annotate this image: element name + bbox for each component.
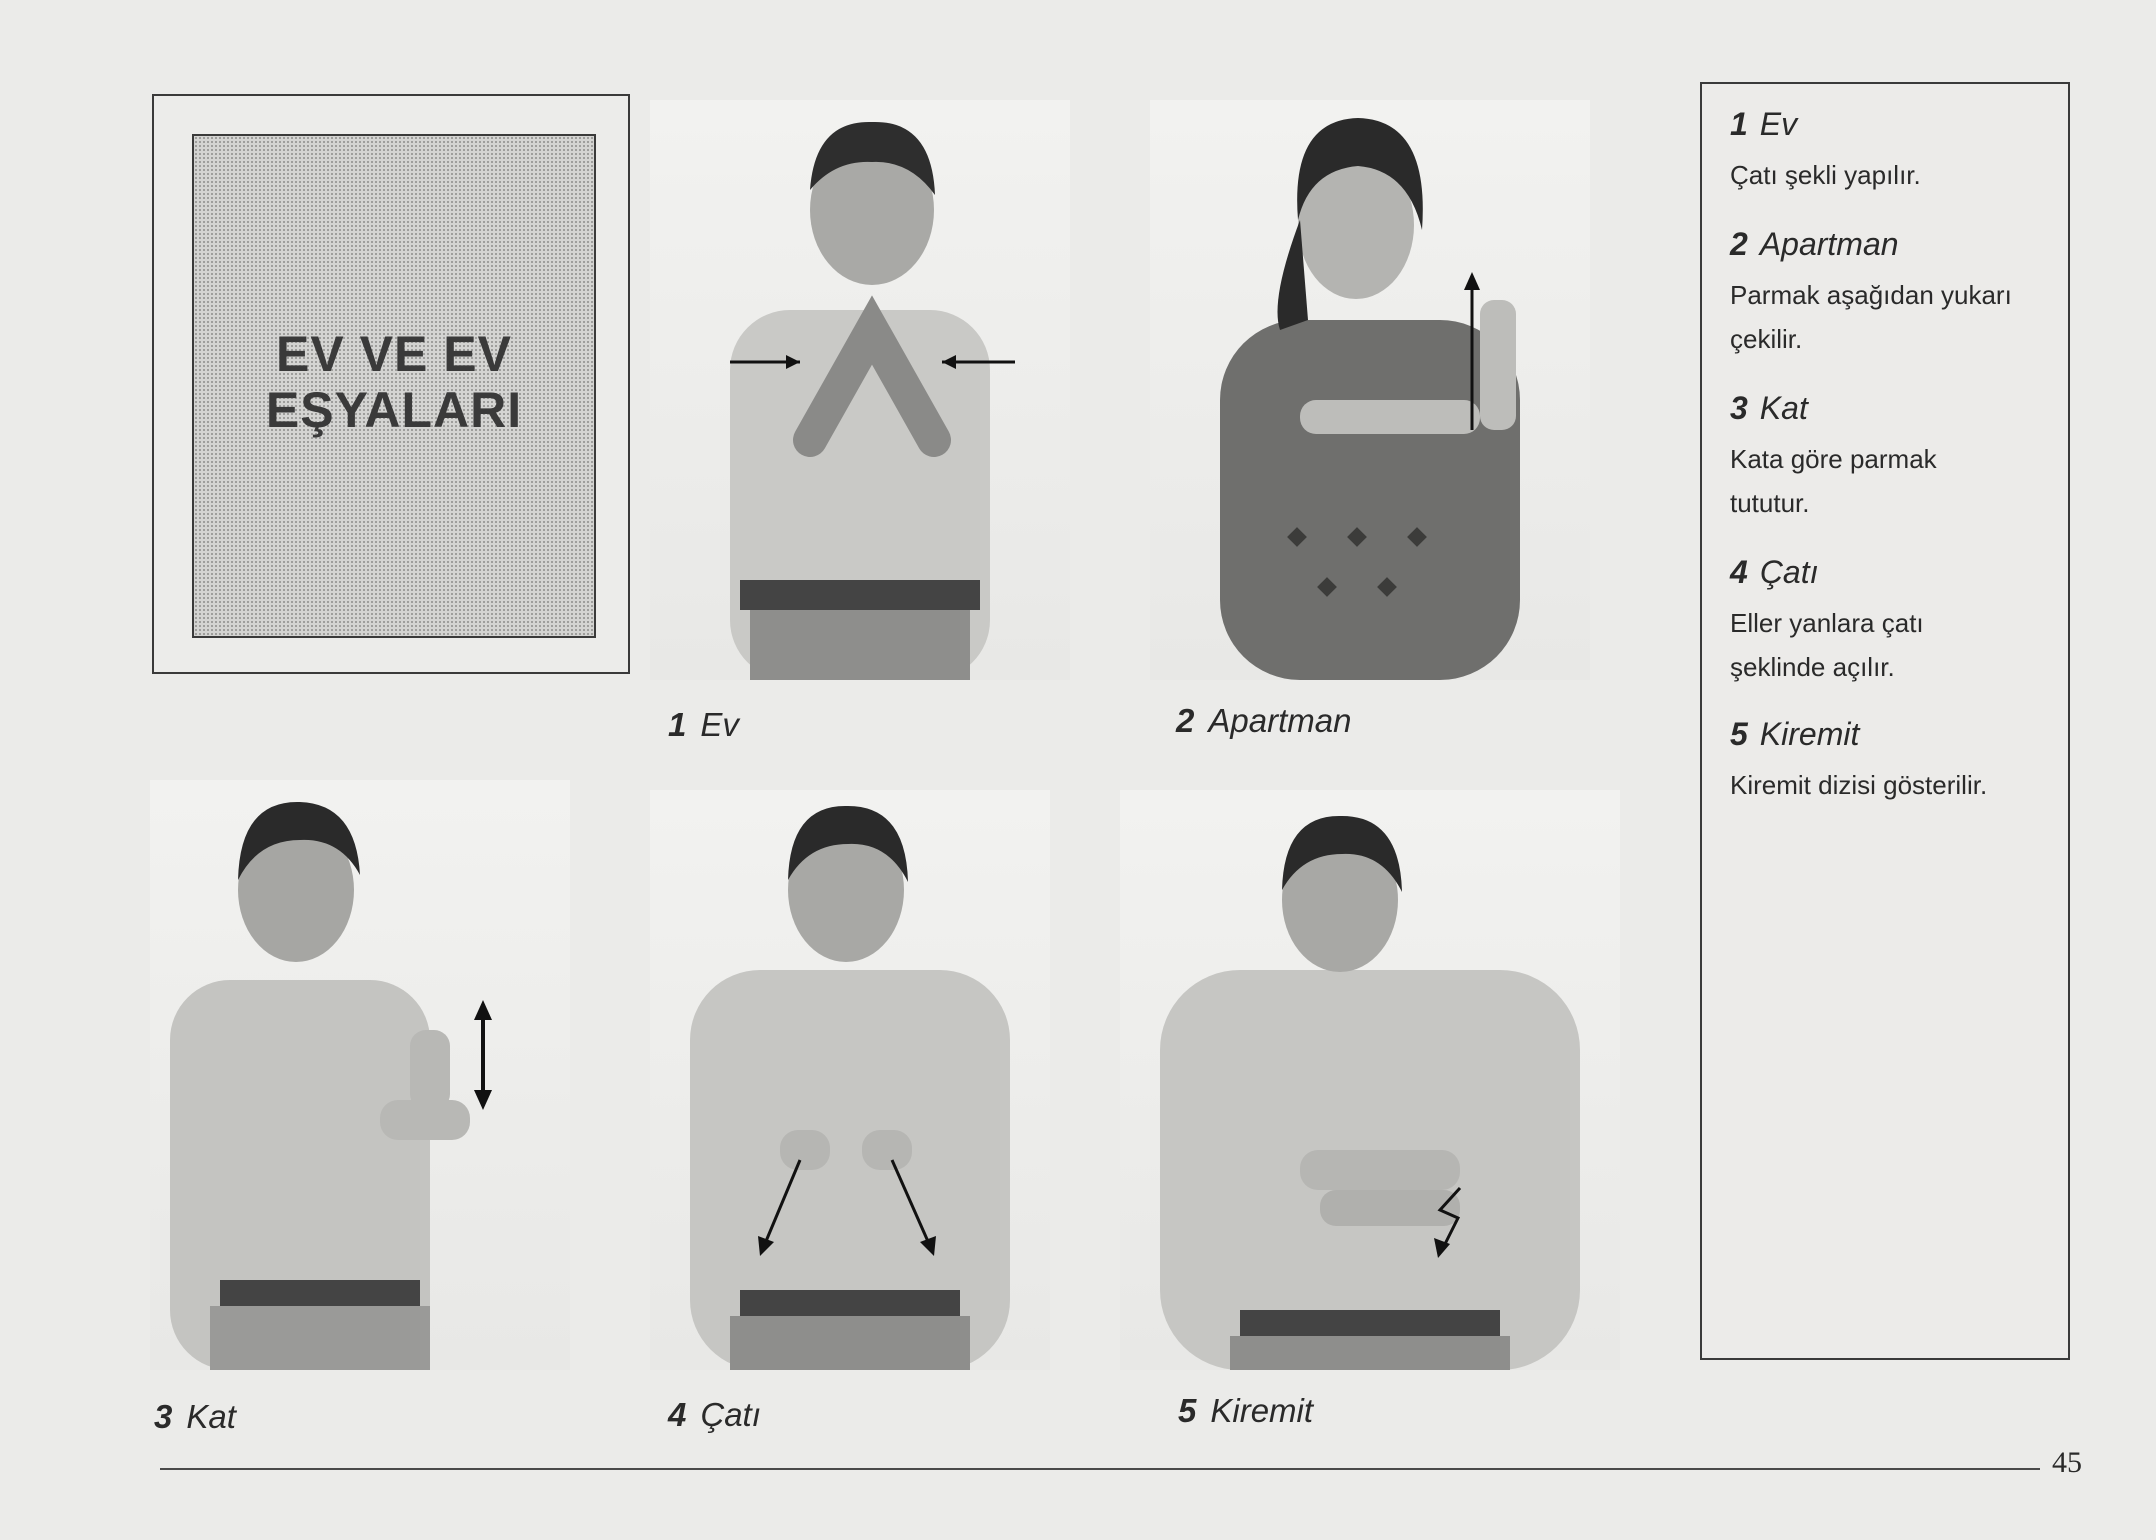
legend-item-title: 4 Çatı — [1730, 554, 1819, 590]
caption-number: 3 — [154, 1398, 173, 1435]
title-frame — [152, 94, 630, 674]
legend-item-description: Çatı şekli yapılır. — [1730, 160, 1921, 190]
footer-rule — [160, 1468, 2040, 1470]
person-illustration — [150, 780, 570, 1370]
photo-ev — [650, 100, 1070, 680]
person-illustration — [650, 790, 1050, 1370]
legend-item-apartman — [1730, 226, 2056, 361]
legend-item-description: Kiremit dizisi gösterilir. — [1730, 770, 1988, 800]
photo-cati — [650, 790, 1050, 1370]
legend-item-title: 2 Apartman — [1730, 226, 1899, 262]
legend-item-description: Eller yanlara çatı şeklinde açılır. — [1730, 608, 1924, 682]
person-illustration — [650, 100, 1070, 680]
person-illustration — [1120, 790, 1620, 1370]
page-number: 45 — [2052, 1446, 2082, 1479]
legend-item-cati — [1730, 554, 2056, 689]
caption-label: Çatı — [700, 1396, 761, 1433]
legend-item-description: Kata göre parmak tututur. — [1730, 444, 1937, 518]
chapter-title-line1: EV VE EV — [276, 326, 512, 382]
photo-caption-cati — [668, 1396, 761, 1434]
photo-apartman — [1150, 100, 1590, 680]
legend-item-title: 3 Kat — [1730, 390, 1808, 426]
caption-number: 2 — [1176, 702, 1195, 739]
legend-item-description: Parmak aşağıdan yukarı çekilir. — [1730, 280, 2012, 354]
photo-kiremit — [1120, 790, 1620, 1370]
legend-item-title: 5 Kiremit — [1730, 716, 1860, 752]
person-illustration — [1150, 100, 1590, 680]
photo-caption-kiremit — [1178, 1392, 1313, 1430]
photo-caption-ev — [668, 706, 739, 744]
caption-label: Apartman — [1208, 702, 1352, 739]
caption-label: Ev — [700, 706, 739, 743]
legend-item-kiremit — [1730, 716, 2056, 807]
legend-item-kat — [1730, 390, 2056, 525]
photo-caption-apartman — [1176, 702, 1351, 740]
chapter-title-line2: EŞYALARI — [265, 382, 523, 438]
legend-item-title: 1 Ev — [1730, 106, 1798, 142]
caption-label: Kat — [186, 1398, 236, 1435]
caption-number: 1 — [668, 706, 687, 743]
chapter-title — [194, 326, 594, 438]
photo-kat — [150, 780, 570, 1370]
title-panel — [192, 134, 596, 638]
caption-number: 5 — [1178, 1392, 1197, 1429]
photo-caption-kat — [154, 1398, 236, 1436]
caption-number: 4 — [668, 1396, 687, 1433]
legend-item-ev — [1730, 106, 2056, 197]
sign-descriptions-panel — [1700, 82, 2070, 1360]
caption-label: Kiremit — [1210, 1392, 1314, 1429]
